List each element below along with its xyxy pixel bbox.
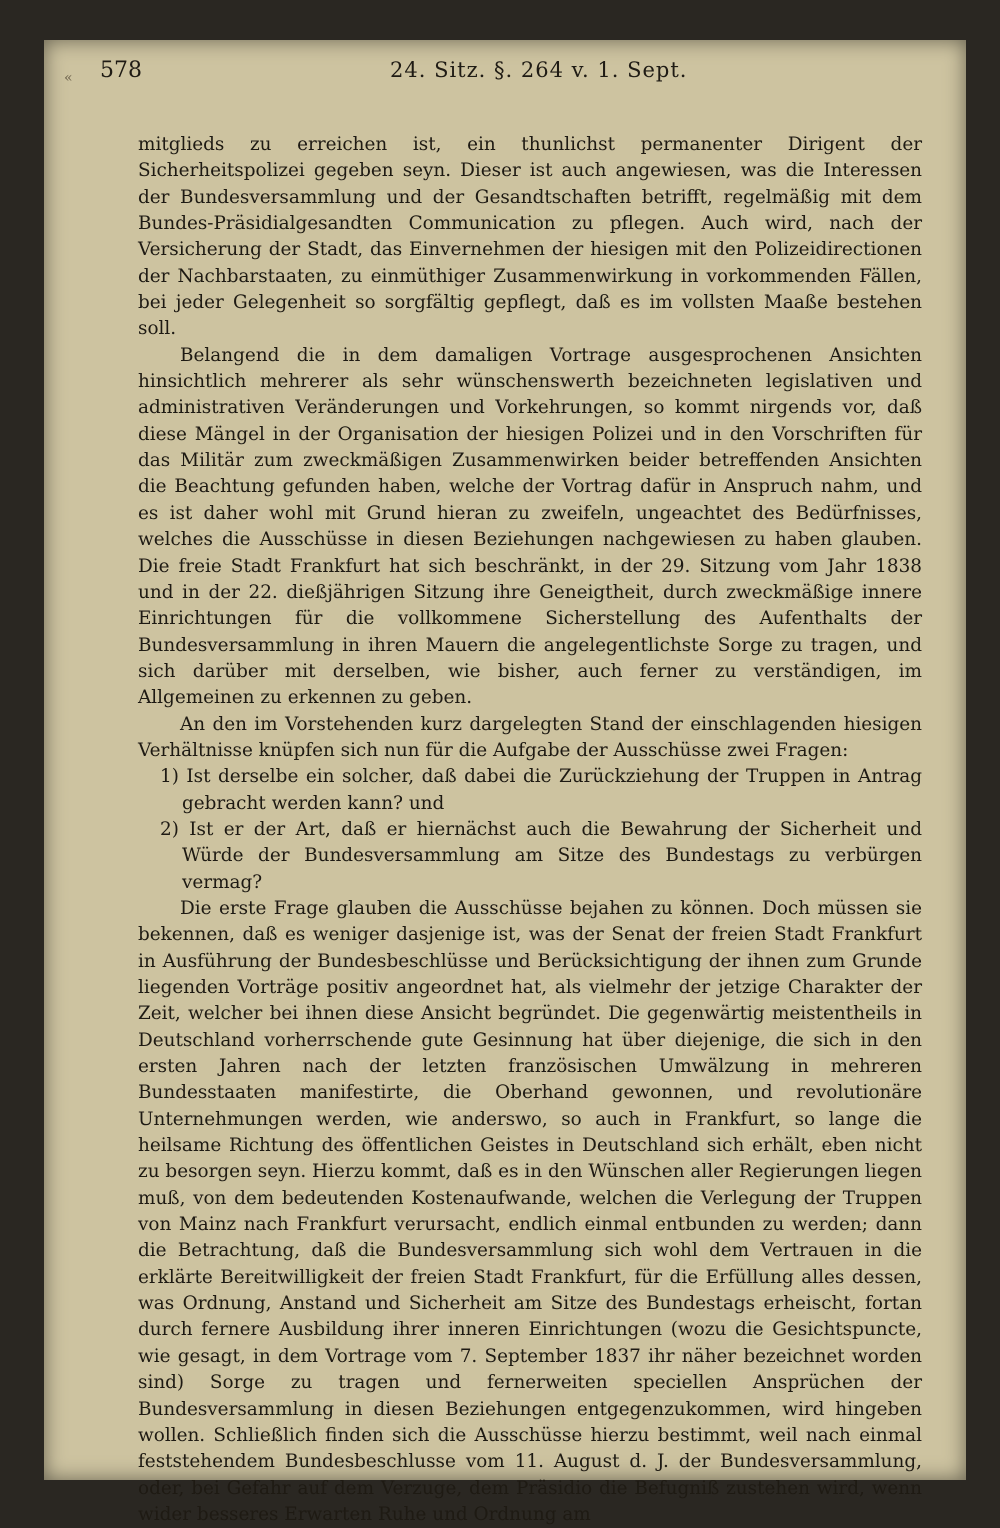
paragraph-continuation: mitglieds zu erreichen ist, ein thunlichst permanenter Dirigent der Sicherheitspolizei gegeben seyn. Dieser ist auch angewiesen, was die Interessen der Bundesversammlung und der Gesandtschaften betrifft, regelmäßig mit dem Bundes-Präsidialgesandten Communication zu pflegen. Auch wird, nach der Versicherung der Stadt, das Einvernehmen der hiesigen mit den Polizeidirectionen der Nachbarstaaten, zu einmüthiger Zusammenwirkung in vorkommenden Fällen, bei jeder Gelegenheit so sorgfältig gepflegt, daß es im vollsten Maaße bestehen soll. [138,134,922,340]
paragraph: Belangend die in dem damaligen Vortrage ausgesprochenen Ansichten hinsichtlich mehrerer als sehr wünschenswerth bezeichneten legislativen und administrativen Veränderungen und Vorkehrungen, so kommt nirgends vor, daß diese Mängel in der Organisation der hiesigen Polizei und in den Vorschriften für das Militär zum zweckmäßigen Zusammenwirken beider betreffenden Ansichten die Beachtung gefunden haben, welche der Vortrag dafür in Anspruch nahm, und es ist daher wohl mit Grund hieran zu zweifeln, ungeachtet des Bedürfnisses, welches die Ausschüsse in diesen Beziehungen nachgewiesen zu haben glauben. Die freie Stadt Frankfurt hat sich beschränkt, in der 29. Sitzung vom Jahr 1838 und in der 22. dießjährigen Sitzung ihre Geneigtheit, durch zweckmäßige innere Einrichtungen für die vollkommene Sicherstellung des Aufenthalts der Bundesversammlung in ihren Mauern die angelegentlichste Sorge zu tragen, und sich darüber mit derselben, wie bisher, auch ferner zu verständigen, im Allgemeinen zu erkennen zu geben. [138,344,922,709]
question-item-2: 2) Ist er der Art, daß er hiernächst auch die Bewahrung der Sicherheit und Würde der Bundesversammlung am Sitze des Bundestags zu verbürgen vermag? [160,818,922,893]
running-title: 24. Sitz. §. 264 v. 1. Sept. [390,58,688,82]
paragraph: Die erste Frage glauben die Ausschüsse bejahen zu können. Doch müssen sie bekennen, daß es weniger dasjenige ist, was der Senat der freien Stadt Frankfurt in Ausführung der Bundesbeschlüsse und Berücksichtigung der ihnen zum Grunde liegenden Vorträge positiv angeordnet hat, als vielmehr der jetzige Charakter der Zeit, welcher bei ihnen diese Ansicht begründet. Die gegenwärtig meistentheils in Deutschland vorherrschende gute Gesinnung hat über diejenige, die sich in den ersten Jahren nach der letzten französischen Umwälzung in mehreren Bundesstaaten manifestirte, die Oberhand gewonnen, und revolutionäre Unternehmungen werden, wie anderswo, so auch in Frankfurt, so lange die heilsame Richtung des öffentlichen Geistes in Deutschland sich erhält, eben nicht zu besorgen seyn. Hierzu kommt, daß es in den Wünschen aller Regierungen liegen muß, von dem bedeutenden Kostenaufwande, welchen die Verlegung der Truppen von Mainz nach Frankfurt verursacht, endlich einmal entbunden zu werden; dann die Betrachtung, daß die Bundesversammlung sich wohl dem Vertrauen in die erklärte Bereitwilligkeit der freien Stadt Frankfurt, für die Erfüllung alles dessen, was Ordnung, Anstand und Sicherheit am Sitze des Bundestags erheischt, fortan durch fernere Ausbildung ihrer inneren Einrichtungen (wozu die Gesichtspuncte, wie gesagt, in dem Vortrage vom 7. September 1837 ihr näher bezeichnet worden sind) Sorge zu tragen und fernerweiten speciellen Ansprüchen der Bundesversammlung in diesen Beziehungen entgegenzukommen, wird hingeben wollen. Schließlich finden sich die Ausschüsse hierzu bestimmt, weil nach einmal feststehendem Bundesbeschlusse vom 11. August d. J. der Bundesversammlung, oder, bei Gefahr auf dem Verzuge, dem Präsidio die Befugniß zustehen wird, wenn wider besseres Erwarten Ruhe und Ordnung am [138,897,922,1525]
question-item-1: 1) Ist derselbe ein solcher, daß dabei die Zurückziehung der Truppen in Antrag gebracht werden kann? und [160,766,922,814]
page-header [100,58,930,94]
page-body [138,132,922,1528]
page-number: 578 [100,58,142,83]
margin-mark: « [64,70,73,86]
paragraph: An den im Vorstehenden kurz dargelegten Stand der einschlagenden hiesigen Verhältnisse knüpfen sich nun für die Aufgabe der Ausschüsse zwei Fragen: [138,713,922,761]
